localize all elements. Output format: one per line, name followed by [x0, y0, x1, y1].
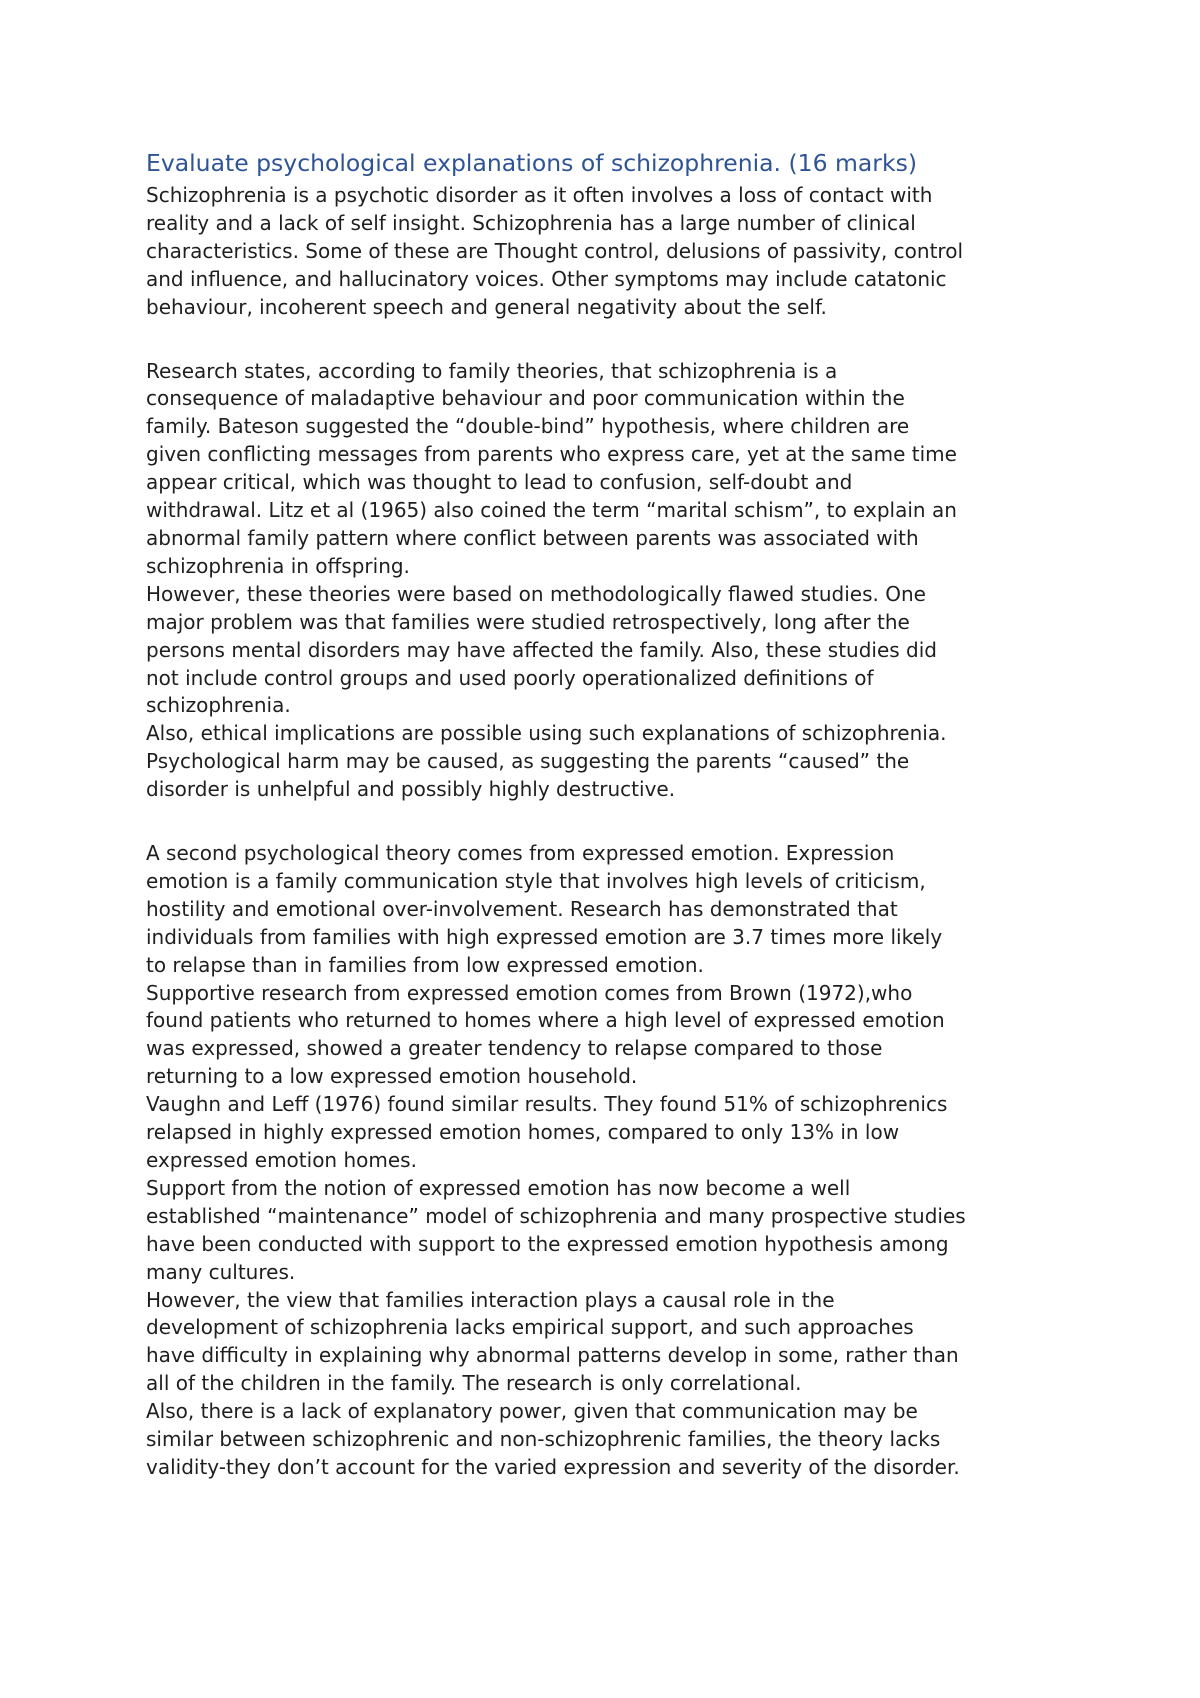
text-line: expressed emotion homes.	[146, 1148, 417, 1172]
text-line: persons mental disorders may have affected the family. Also, these studies did	[146, 637, 937, 662]
text-line: family. Bateson suggested the “double-bind” hypothesis, where children are	[146, 414, 910, 439]
text-line: all of the children in the family. The research is only correlational.	[146, 1371, 802, 1396]
text-line: many cultures.	[146, 1259, 296, 1284]
document-body	[146, 182, 1076, 1482]
text-line: similar between schizophrenic and non-schizophrenic families, the theory lacks	[146, 1427, 941, 1452]
text-line: appear critical, which was thought to lead to confusion, self-doubt and	[146, 470, 853, 495]
paragraph-section	[146, 840, 1076, 1482]
paragraph-section	[146, 358, 1076, 805]
text-line: Also, there is a lack of explanatory power, given that communication may be	[146, 1399, 918, 1424]
text-line: major problem was that families were studied retrospectively, long after the	[146, 609, 910, 634]
text-line: have difficulty in explaining why abnormal patterns develop in some, rather than	[146, 1343, 959, 1368]
text-line: Research states, according to family theories, that schizophrenia is a	[146, 358, 838, 383]
text-line: withdrawal. Litz et al (1965) also coined the term “marital schism”, to explain an	[146, 498, 957, 523]
text-line: was expressed, showed a greater tendency to relapse compared to those	[146, 1036, 883, 1061]
text-line: emotion is a family communication style that involves high levels of criticism,	[146, 868, 926, 893]
text-line: However, these theories were based on methodologically flawed studies. One	[146, 581, 926, 606]
text-line: Also, ethical implications are possible using such explanations of schizophrenia.	[146, 721, 947, 746]
text-line: Schizophrenia is a psychotic disorder as it often involves a loss of contact with	[146, 183, 933, 207]
paragraph-section	[146, 182, 1076, 322]
text-line: schizophrenia in offspring.	[146, 553, 410, 578]
text-line: abnormal family pattern where conflict between parents was associated with	[146, 525, 919, 550]
text-line: A second psychological theory comes from expressed emotion. Expression	[146, 841, 895, 866]
text-line: development of schizophrenia lacks empirical support, and such approaches	[146, 1315, 914, 1340]
text-line: Support from the notion of expressed emotion has now become a well	[146, 1175, 851, 1200]
text-line: disorder is unhelpful and possibly highly destructive.	[146, 777, 676, 802]
text-line: Psychological harm may be caused, as suggesting the parents “caused” the	[146, 749, 910, 774]
text-line: have been conducted with support to the expressed emotion hypothesis among	[146, 1231, 949, 1256]
document-title: Evaluate psychological explanations of schizophrenia. (16 marks)	[146, 149, 917, 177]
text-line: consequence of maladaptive behaviour and poor communication within the	[146, 386, 905, 411]
text-line: to relapse than in families from low expressed emotion.	[146, 952, 704, 977]
text-line: behaviour, incoherent speech and general negativity about the self.	[146, 294, 827, 319]
text-line: Supportive research from expressed emotion comes from Brown (1972),who	[146, 980, 913, 1005]
text-line: given conflicting messages from parents who express care, yet at the same time	[146, 442, 957, 467]
text-line: hostility and emotional over-involvement. Research has demonstrated that	[146, 896, 898, 921]
paragraph-gap	[146, 804, 1076, 840]
document-page	[146, 146, 1076, 1482]
text-line: However, the view that families interaction plays a causal role in the	[146, 1287, 835, 1312]
text-line: not include control groups and used poorly operationalized definitions of	[146, 665, 874, 690]
text-line: validity-they don’t account for the varied expression and severity of the disorder.	[146, 1454, 960, 1479]
paragraph-gap	[146, 322, 1076, 358]
text-line: established “maintenance” model of schizophrenia and many prospective studies	[146, 1203, 966, 1228]
text-line: Vaughn and Leff (1976) found similar results. They found 51% of schizophrenics	[146, 1092, 948, 1117]
text-line: reality and a lack of self insight. Schizophrenia has a large number of clinical	[146, 210, 916, 235]
text-line: characteristics. Some of these are Thought control, delusions of passivity, control	[146, 238, 964, 263]
text-line: and influence, and hallucinatory voices. Other symptoms may include catatonic	[146, 266, 947, 291]
text-line: returning to a low expressed emotion household.	[146, 1064, 638, 1089]
text-line: relapsed in highly expressed emotion homes, compared to only 13% in low	[146, 1120, 900, 1145]
text-line: individuals from families with high expressed emotion are 3.7 times more likely	[146, 924, 943, 949]
text-line: schizophrenia.	[146, 693, 291, 718]
text-line: found patients who returned to homes where a high level of expressed emotion	[146, 1008, 945, 1033]
